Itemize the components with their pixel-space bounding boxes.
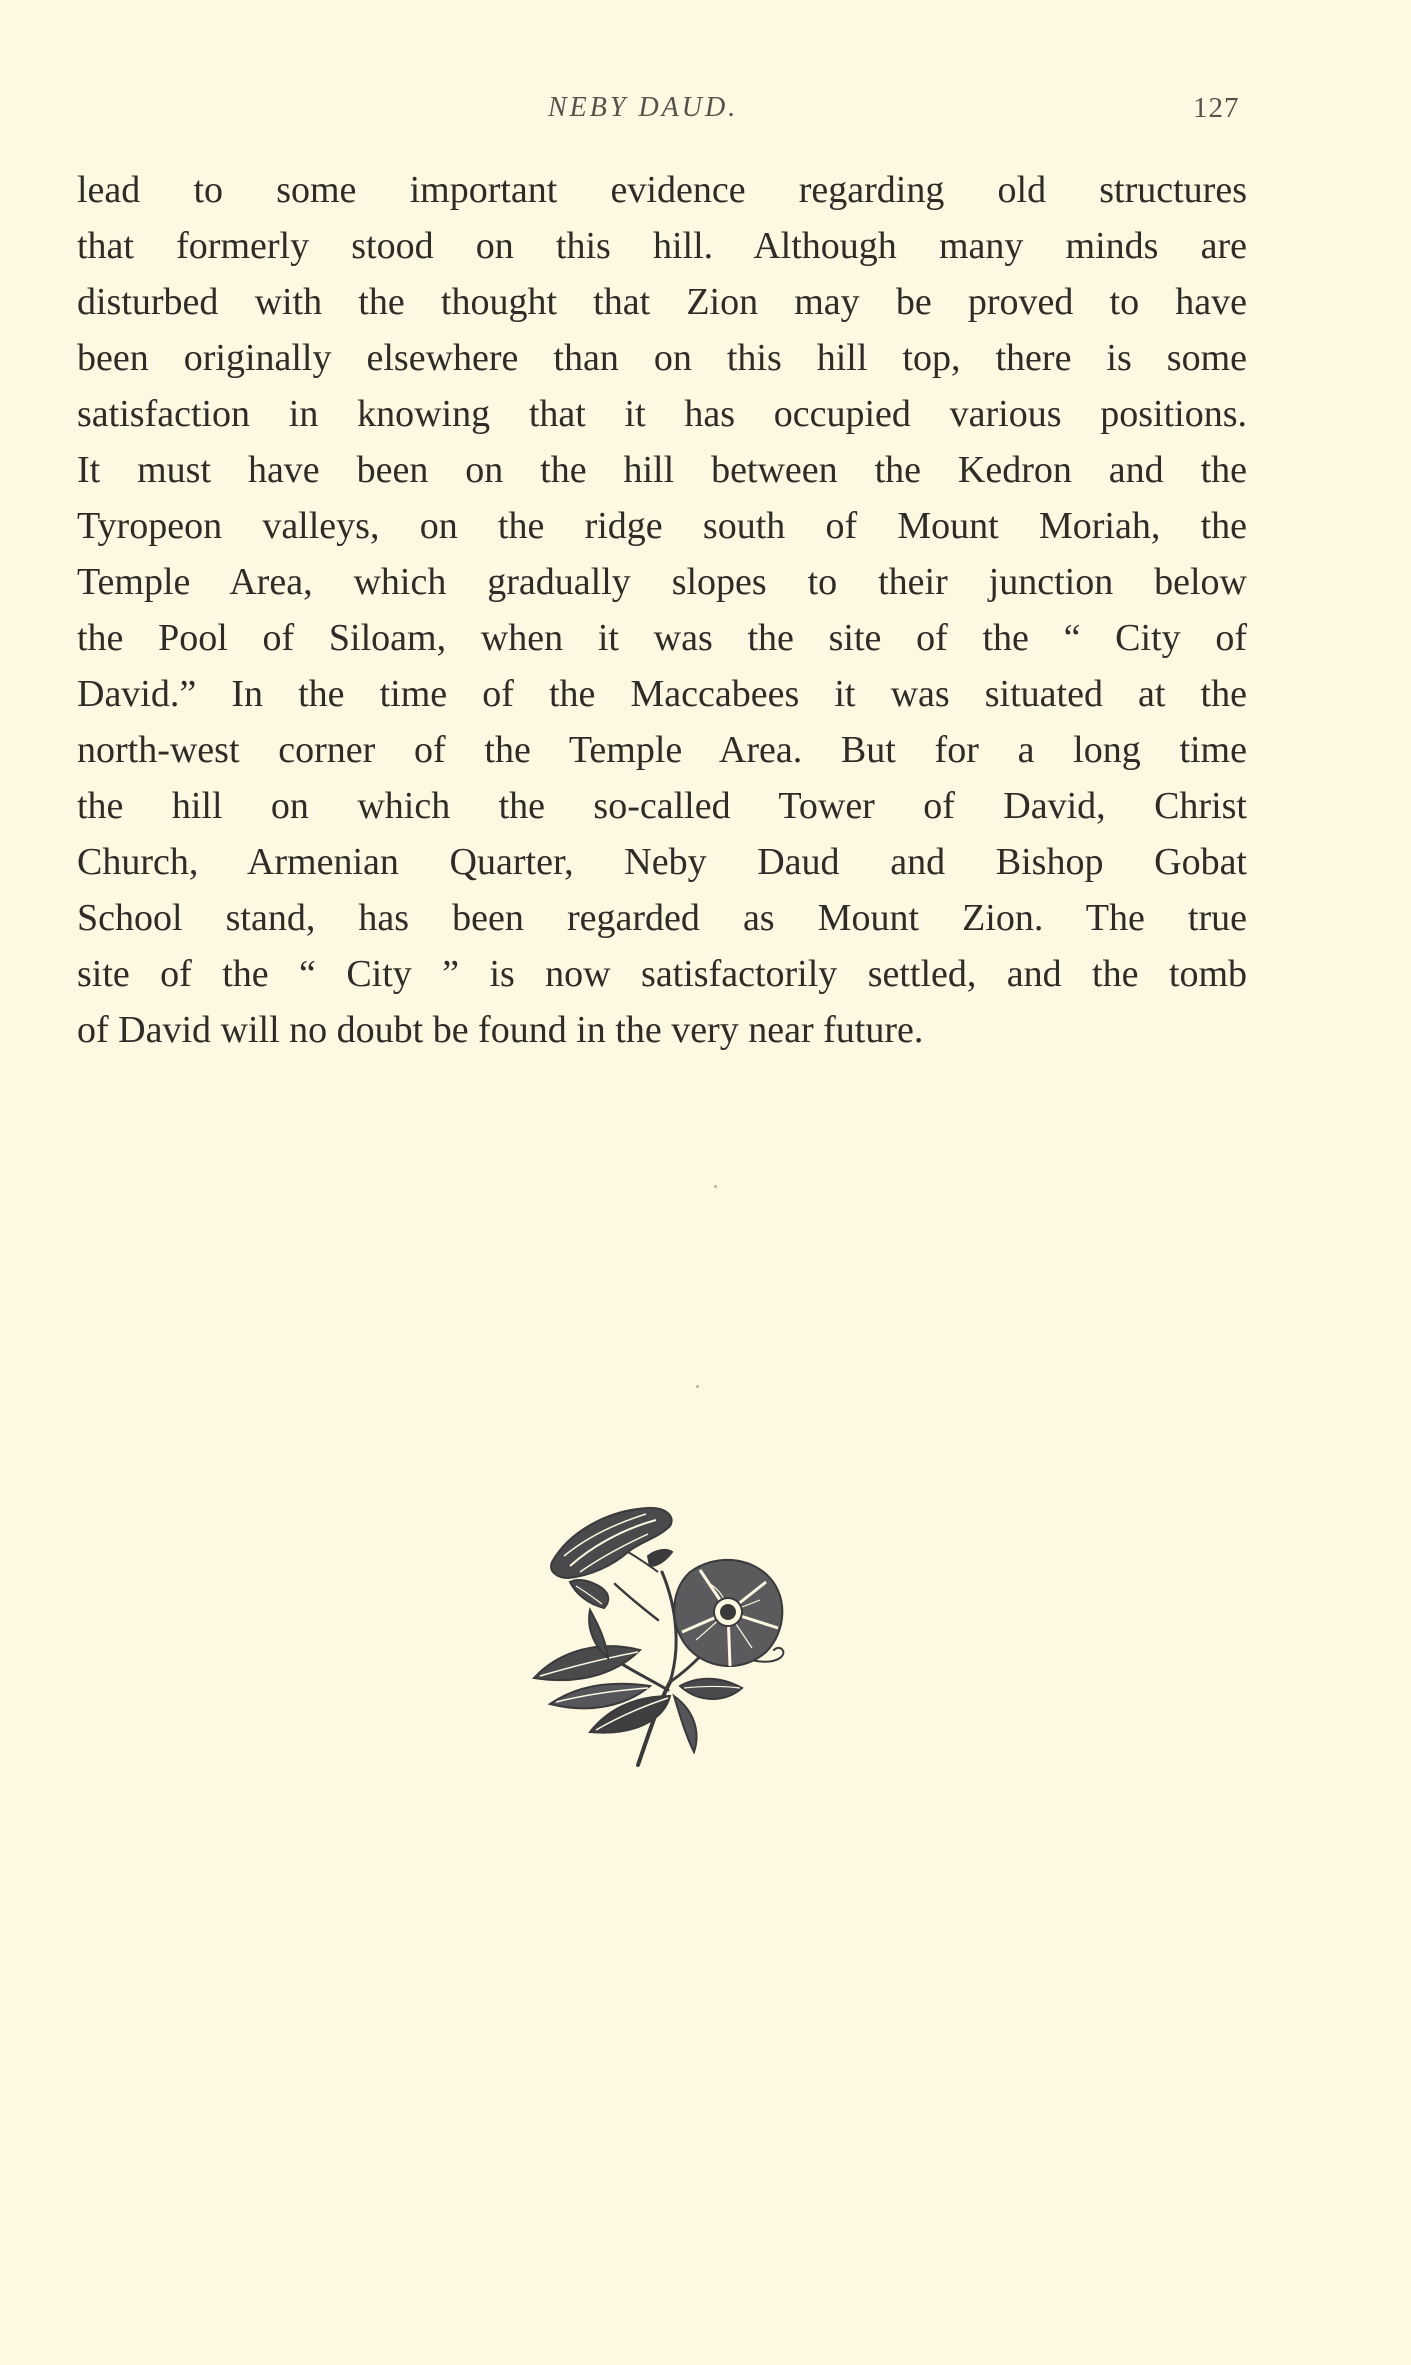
body-paragraph [77, 162, 1247, 1058]
text-line: the hill on which the so-called Tower of David, Christ [77, 785, 1247, 827]
paper-speck [714, 1185, 717, 1188]
text-line: Temple Area, which gradually slopes to their junction below [77, 561, 1247, 603]
text-line: north-west corner of the Temple Area. But for a long time [77, 729, 1247, 771]
text-line: disturbed with the thought that Zion may be proved to have [77, 281, 1247, 323]
morning-glory-flower-icon [530, 1500, 810, 1780]
text-line: Church, Armenian Quarter, Neby Daud and Bishop Gobat [77, 841, 1247, 883]
text-line: David.” In the time of the Maccabees it was situated at the [77, 673, 1247, 715]
text-line: been originally elsewhere than on this hill top, there is some [77, 337, 1247, 379]
text-line: of David will no doubt be found in the very near future. [77, 1009, 924, 1051]
text-line: It must have been on the hill between the Kedron and the [77, 449, 1247, 491]
text-line: Tyropeon valleys, on the ridge south of Mount Moriah, the [77, 505, 1247, 547]
page-number: 127 [1193, 92, 1240, 124]
text-line: site of the “ City ” is now satisfactorily settled, and the tomb [77, 953, 1247, 995]
paper-speck [696, 1385, 699, 1388]
text-line: lead to some important evidence regarding old structures [77, 169, 1247, 211]
running-title: NEBY DAUD. [548, 92, 739, 123]
running-head [0, 92, 1411, 132]
text-line: satisfaction in knowing that it has occupied various positions. [77, 393, 1247, 435]
text-line: that formerly stood on this hill. Although many minds are [77, 225, 1247, 267]
text-line: the Pool of Siloam, when it was the site of the “ City of [77, 617, 1247, 659]
text-line: School stand, has been regarded as Mount Zion. The true [77, 897, 1247, 939]
